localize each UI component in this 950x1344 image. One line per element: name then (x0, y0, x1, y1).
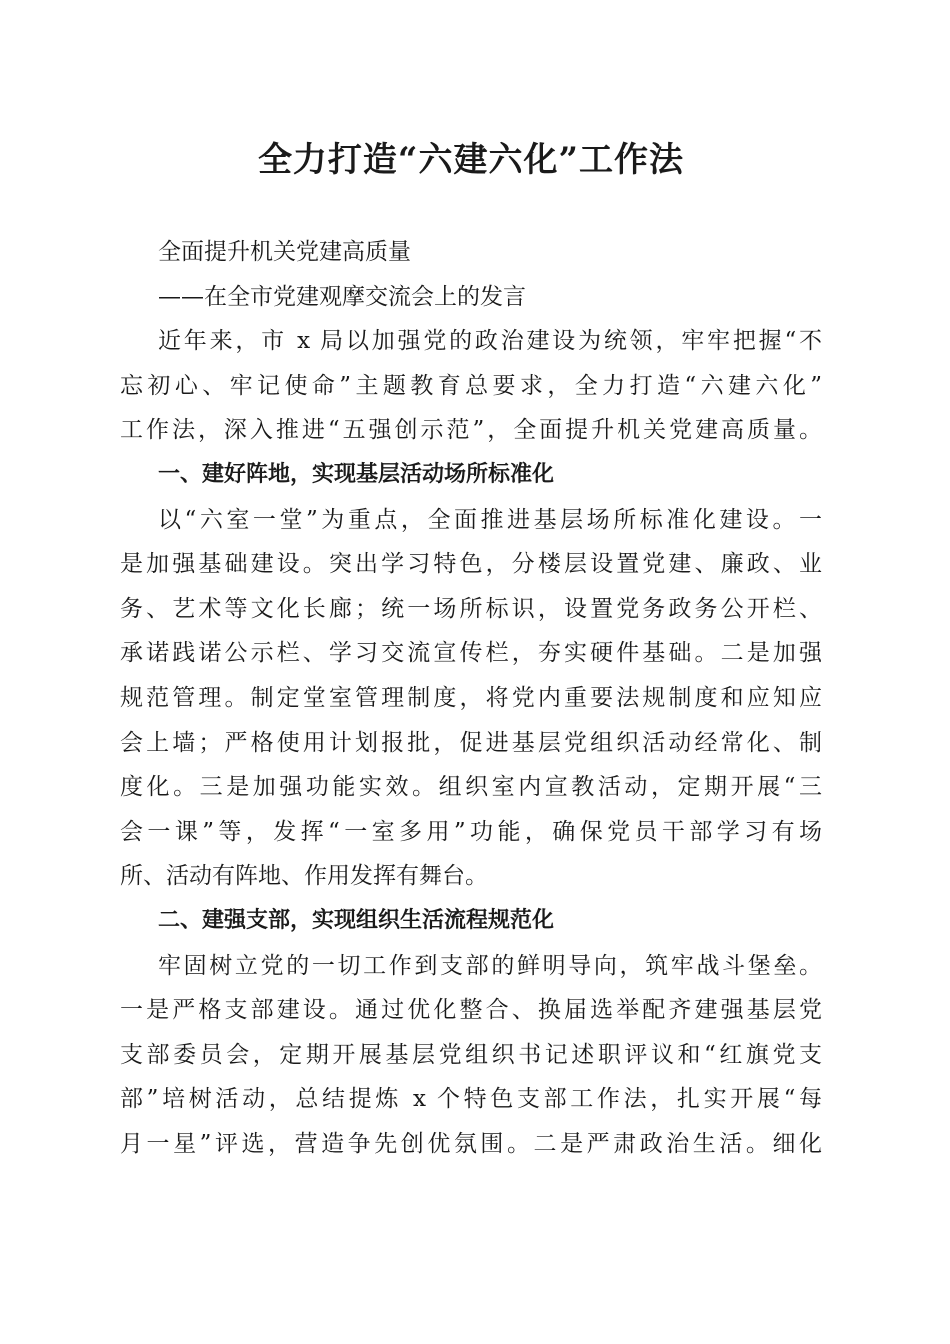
paragraph-line: 承诺践诺公示栏、学习交流宣传栏，夯实硬件基础。二是加强 (120, 640, 822, 667)
paragraph-line: 部”培树活动，总结提炼 x 个特色支部工作法，扎实开展“每 (120, 1086, 822, 1113)
paragraph-line: 工作法，深入推进“五强创示范”，全面提升机关党建高质量。 (120, 417, 822, 444)
paragraph-line: 所、活动有阵地、作用发挥有舞台。 (120, 863, 488, 890)
paragraph-line: 会一课”等，发挥“一室多用”功能，确保党员干部学习有场 (120, 818, 822, 845)
paragraph-line: 一是严格支部建设。通过优化整合、换届选举配齐建强基层党 (120, 997, 822, 1024)
paragraph-line: 忘初心、牢记使命”主题教育总要求，全力打造“六建六化” (120, 372, 822, 399)
paragraph-line: 支部委员会，定期开展基层党组织书记述职评议和“红旗党支 (120, 1041, 822, 1068)
paragraph-line: 度化。三是加强功能实效。组织室内宣教活动，定期开展“三 (120, 774, 822, 801)
paragraph-line: 会上墙；严格使用计划报批，促进基层党组织活动经常化、制 (120, 729, 822, 756)
section-heading: 一、建好阵地，实现基层活动场所标准化 (158, 461, 555, 487)
document-title: 全力打造“六建六化”工作法 (257, 140, 685, 180)
document-occasion: ——在全市党建观摩交流会上的发言 (158, 283, 526, 310)
section-heading: 二、建强支部，实现组织生活流程规范化 (158, 907, 555, 933)
paragraph-line: 月一星”评选，营造争先创优氛围。二是严肃政治生活。细化 (120, 1130, 822, 1157)
paragraph-line: 规范管理。制定堂室管理制度，将党内重要法规制度和应知应 (120, 684, 822, 711)
paragraph-line: 牢固树立党的一切工作到支部的鲜明导向，筑牢战斗堡垒。 (158, 952, 822, 979)
paragraph-line: 务、艺术等文化长廊；统一场所标识，设置党务政务公开栏、 (120, 595, 822, 622)
intro-paragraph (120, 319, 822, 453)
document-subtitle: 全面提升机关党建高质量 (158, 239, 411, 265)
section-1 (120, 453, 822, 899)
paragraph-line: 是加强基础建设。突出学习特色，分楼层设置党建、廉政、业 (120, 551, 822, 578)
paragraph-line: 以“六室一堂”为重点，全面推进基层场所标准化建设。一 (158, 506, 822, 533)
section-2 (120, 899, 822, 1167)
document-body (120, 230, 822, 1166)
paragraph-line: 近年来，市 x 局以加强党的政治建设为统领，牢牢把握“不 (158, 328, 822, 355)
